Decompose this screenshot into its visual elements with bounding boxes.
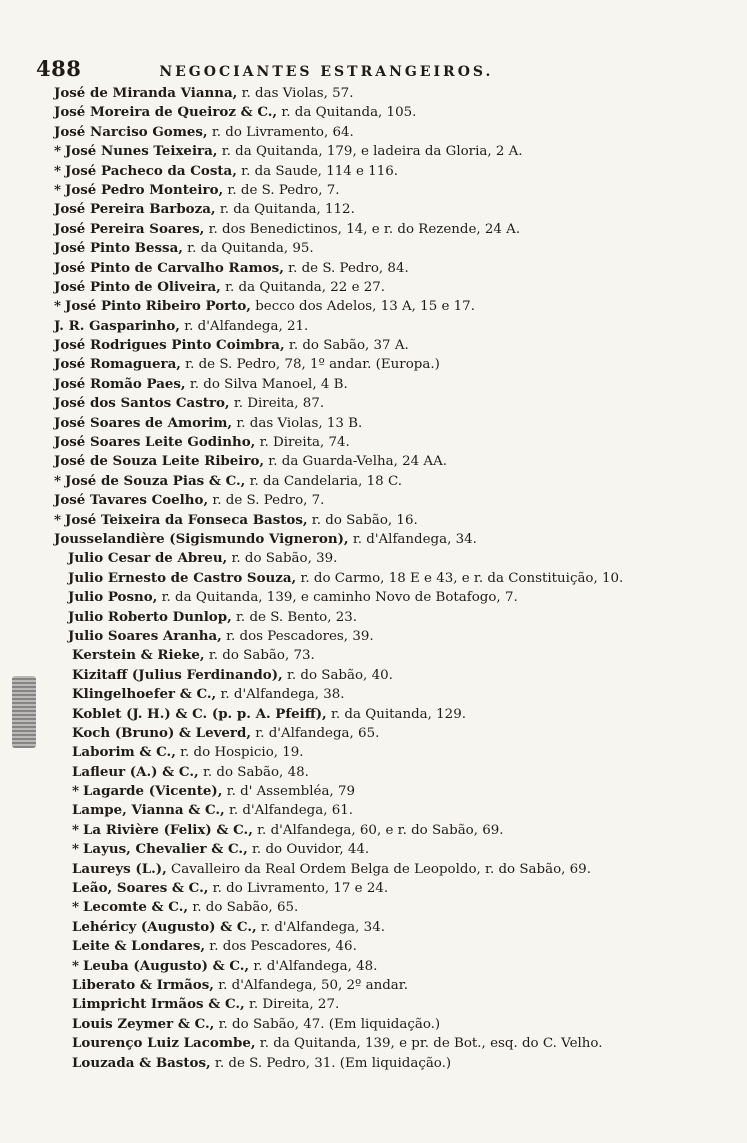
merchant-name: José Pedro Monteiro,	[65, 181, 224, 198]
list-item	[54, 646, 744, 665]
list-item	[54, 142, 744, 161]
list-item	[54, 685, 744, 704]
list-item	[54, 976, 744, 995]
merchant-address: r. do Sabão, 65.	[188, 900, 299, 916]
list-item	[54, 317, 744, 336]
list-item	[54, 666, 744, 685]
merchant-address: r. de S. Pedro, 7.	[208, 493, 325, 509]
merchant-name: Julio Posno,	[68, 589, 158, 606]
list-item	[54, 200, 744, 219]
merchant-name: José Pereira Soares,	[54, 220, 205, 237]
merchant-name: José Narciso Gomes,	[54, 123, 208, 140]
asterisk-mark: *	[54, 298, 62, 315]
section-title: NEGOCIANTES ESTRANGEIROS.	[159, 64, 494, 80]
list-item	[54, 1034, 744, 1053]
merchant-address: r. das Violas, 57.	[237, 86, 354, 101]
merchant-address: r. dos Pescadores, 39.	[221, 628, 374, 644]
asterisk-mark: *	[72, 841, 80, 858]
merchant-address: r. da Quitanda, 112.	[215, 202, 355, 218]
merchant-address: r. da Quitanda, 22 e 27.	[220, 279, 386, 295]
list-item	[54, 355, 744, 374]
list-item	[54, 879, 744, 898]
list-item	[54, 743, 744, 762]
merchant-name: José de Miranda Vianna,	[54, 85, 238, 101]
merchant-address: r. do Sabão, 48.	[198, 764, 309, 780]
list-item	[54, 278, 744, 297]
merchant-name: Lecomte & C.,	[83, 899, 189, 916]
merchant-name: José Moreira de Queiroz & C.,	[54, 104, 278, 121]
merchant-name: José Pinto de Carvalho Ramos,	[54, 259, 284, 276]
list-item	[54, 1054, 744, 1073]
merchant-address: r. d'Alfandega, 50, 2º andar.	[213, 977, 408, 993]
list-item	[54, 491, 744, 510]
list-item	[54, 181, 744, 200]
margin-smudge	[12, 676, 36, 748]
list-item	[54, 297, 744, 316]
merchant-address: r. d'Alfandega, 21.	[179, 318, 309, 334]
merchant-name: Lampe, Vianna & C.,	[72, 802, 225, 819]
list-item	[54, 957, 744, 976]
merchant-list	[54, 84, 744, 1073]
merchant-address: becco dos Adelos, 13 A, 15 e 17.	[250, 299, 475, 315]
list-item	[54, 84, 744, 103]
asterisk-mark: *	[72, 957, 80, 974]
merchant-name: Louzada & Bastos,	[72, 1054, 211, 1071]
list-item	[54, 530, 744, 549]
list-item	[54, 1015, 744, 1034]
merchant-name: Liberato & Irmãos,	[72, 976, 214, 993]
list-item	[54, 433, 744, 452]
merchant-name: Layus, Chevalier & C.,	[83, 841, 248, 858]
merchant-address: r. do Ouvidor, 44.	[247, 842, 370, 858]
merchant-address: r. d' Assembléa, 79	[222, 784, 355, 800]
list-item	[54, 763, 744, 782]
list-item	[54, 937, 744, 956]
list-item	[54, 782, 744, 801]
merchant-address: r. da Quitanda, 139, e pr. de Bot., esq. do C. Velho.	[255, 1036, 603, 1052]
merchant-name: Koch (Bruno) & Leverd,	[72, 724, 252, 741]
page-number: 488	[36, 56, 82, 81]
merchant-address: r. das Violas, 13 B.	[232, 415, 363, 431]
merchant-name: Jousselandière (Sigismundo Vigneron),	[54, 530, 349, 547]
list-item	[54, 724, 744, 743]
merchant-name: Lagarde (Vicente),	[83, 783, 223, 800]
merchant-name: Julio Roberto Dunlop,	[68, 608, 232, 625]
merchant-name: José Teixeira da Fonseca Bastos,	[65, 511, 308, 528]
merchant-address: r. de S. Pedro, 7.	[223, 182, 340, 198]
merchant-address: r. d'Alfandega, 60, e r. do Sabão, 69.	[252, 822, 504, 838]
merchant-address: r. do Sabão, 47. (Em liquidação.)	[214, 1016, 441, 1032]
list-item	[54, 123, 744, 142]
merchant-address: r. do Carmo, 18 E e 43, e r. da Constituição, 10.	[296, 570, 624, 586]
merchant-address: Cavalleiro da Real Ordem Belga de Leopoldo, r. do Sabão, 69.	[166, 861, 591, 877]
merchant-address: r. da Quitanda, 179, e ladeira da Gloria, 2 A.	[217, 144, 523, 160]
merchant-name: La Rivière (Felix) & C.,	[83, 821, 253, 838]
merchant-name: Koblet (J. H.) & C. (p. p. A. Pfeiff),	[72, 705, 327, 722]
merchant-address: r. da Quitanda, 139, e caminho Novo de Botafogo, 7.	[157, 590, 518, 606]
merchant-address: r. do Livramento, 17 e 24.	[208, 881, 389, 897]
list-item	[54, 414, 744, 433]
merchant-name: Leite & Londares,	[72, 938, 206, 955]
list-item	[54, 801, 744, 820]
merchant-address: r. dos Pescadores, 46.	[205, 939, 357, 955]
merchant-address: r. d'Alfandega, 61.	[224, 803, 354, 819]
list-item	[54, 549, 744, 568]
list-item	[54, 627, 744, 646]
merchant-address: r. d'Alfandega, 34.	[256, 919, 385, 935]
merchant-address: r. de S. Pedro, 84.	[283, 260, 409, 276]
merchant-address: r. do Sabão, 73.	[204, 648, 315, 664]
merchant-address: r. do Livramento, 64.	[207, 124, 354, 140]
merchant-address: r. do Sabão, 39.	[227, 551, 338, 567]
merchant-name: Klingelhoefer & C.,	[72, 686, 217, 703]
merchant-name: José de Souza Leite Ribeiro,	[54, 453, 265, 470]
list-item	[54, 840, 744, 859]
list-item	[54, 375, 744, 394]
merchant-address: r. do Silva Manoel, 4 B.	[185, 376, 348, 392]
asterisk-mark: *	[54, 511, 62, 528]
merchant-name: José Pacheco da Costa,	[65, 162, 237, 179]
merchant-name: Louis Zeymer & C.,	[72, 1015, 215, 1032]
asterisk-mark: *	[54, 143, 62, 160]
merchant-name: Leão, Soares & C.,	[72, 880, 209, 897]
merchant-name: José Pinto Ribeiro Porto,	[65, 298, 251, 315]
list-item	[54, 705, 744, 724]
merchant-name: José Soares de Amorim,	[54, 414, 233, 431]
asterisk-mark: *	[54, 181, 62, 198]
merchant-address: r. da Quitanda, 95.	[182, 241, 314, 257]
merchant-address: r. da Candelaria, 18 C.	[245, 473, 402, 489]
list-item	[54, 394, 744, 413]
asterisk-mark: *	[72, 821, 80, 838]
list-item	[54, 898, 744, 917]
merchant-address: r. dos Benedictinos, 14, e r. do Rezende, 24 A.	[204, 221, 521, 237]
merchant-name: José Pereira Barboza,	[54, 201, 216, 218]
merchant-address: r. de S. Bento, 23.	[231, 609, 358, 625]
merchant-name: José Romaguera,	[54, 356, 181, 373]
merchant-name: José Romão Paes,	[54, 375, 186, 392]
merchant-name: Limpricht Irmãos & C.,	[72, 996, 245, 1013]
merchant-name: Julio Ernesto de Castro Souza,	[68, 569, 297, 586]
merchant-name: José de Souza Pias & C.,	[65, 472, 246, 489]
merchant-address: r. do Sabão, 40.	[282, 667, 393, 683]
merchant-name: José dos Santos Castro,	[54, 395, 230, 412]
merchant-name: Julio Soares Aranha,	[68, 627, 222, 644]
list-item	[54, 220, 744, 239]
list-item	[54, 162, 744, 181]
list-item	[54, 918, 744, 937]
merchant-name: Laborim & C.,	[72, 744, 176, 761]
merchant-address: r. Direita, 87.	[229, 396, 325, 412]
merchant-name: José Soares Leite Godinho,	[54, 434, 256, 451]
merchant-name: Kizitaff (Julius Ferdinando),	[72, 666, 283, 683]
asterisk-mark: *	[54, 472, 62, 489]
merchant-address: r. do Sabão, 16.	[307, 512, 418, 528]
merchant-name: Laureys (L.),	[72, 860, 167, 877]
asterisk-mark: *	[54, 162, 62, 179]
list-item	[54, 452, 744, 471]
merchant-name: José Nunes Teixeira,	[65, 143, 218, 160]
merchant-address: r. da Saude, 114 e 116.	[236, 163, 399, 179]
merchant-name: Lafleur (A.) & C.,	[72, 763, 199, 780]
merchant-address: r. Direita, 74.	[255, 435, 350, 451]
merchant-address: r. d'Alfandega, 38.	[216, 687, 345, 703]
asterisk-mark: *	[72, 899, 80, 916]
merchant-address: r. d'Alfandega, 65.	[251, 725, 380, 741]
list-item	[54, 472, 744, 491]
list-item	[54, 239, 744, 258]
merchant-name: José Pinto de Oliveira,	[54, 278, 221, 295]
merchant-name: Lourenço Luiz Lacombe,	[72, 1035, 256, 1052]
list-item	[54, 511, 744, 530]
list-item	[54, 588, 744, 607]
list-item	[54, 995, 744, 1014]
merchant-name: José Tavares Coelho,	[54, 492, 209, 509]
list-item	[54, 821, 744, 840]
merchant-name: Lehéricy (Augusto) & C.,	[72, 918, 257, 935]
merchant-address: r. de S. Pedro, 78, 1º andar. (Europa.)	[180, 357, 440, 373]
merchant-address: r. do Hospicio, 19.	[175, 745, 304, 761]
merchant-address: r. do Sabão, 37 A.	[284, 338, 409, 354]
merchant-name: José Rodrigues Pinto Coimbra,	[54, 337, 285, 354]
merchant-name: J. R. Gasparinho,	[54, 317, 180, 334]
list-item	[54, 103, 744, 122]
merchant-address: r. Direita, 27.	[244, 997, 340, 1013]
list-item	[54, 336, 744, 355]
list-item	[54, 608, 744, 627]
merchant-name: Julio Cesar de Abreu,	[68, 550, 228, 567]
list-item	[54, 259, 744, 278]
merchant-address: r. da Quitanda, 129.	[326, 706, 466, 722]
merchant-name: Leuba (Augusto) & C.,	[83, 957, 250, 974]
merchant-address: r. da Quitanda, 105.	[277, 105, 417, 121]
merchant-name: Kerstein & Rieke,	[72, 647, 205, 664]
merchant-name: José Pinto Bessa,	[54, 240, 183, 257]
merchant-address: r. da Guarda-Velha, 24 AA.	[264, 454, 448, 470]
asterisk-mark: *	[72, 783, 80, 800]
list-item	[54, 569, 744, 588]
merchant-address: r. d'Alfandega, 34.	[348, 531, 477, 547]
merchant-address: r. d'Alfandega, 48.	[249, 958, 378, 974]
list-item	[54, 860, 744, 879]
merchant-address: r. de S. Pedro, 31. (Em liquidação.)	[210, 1055, 452, 1071]
page-header	[36, 56, 556, 82]
